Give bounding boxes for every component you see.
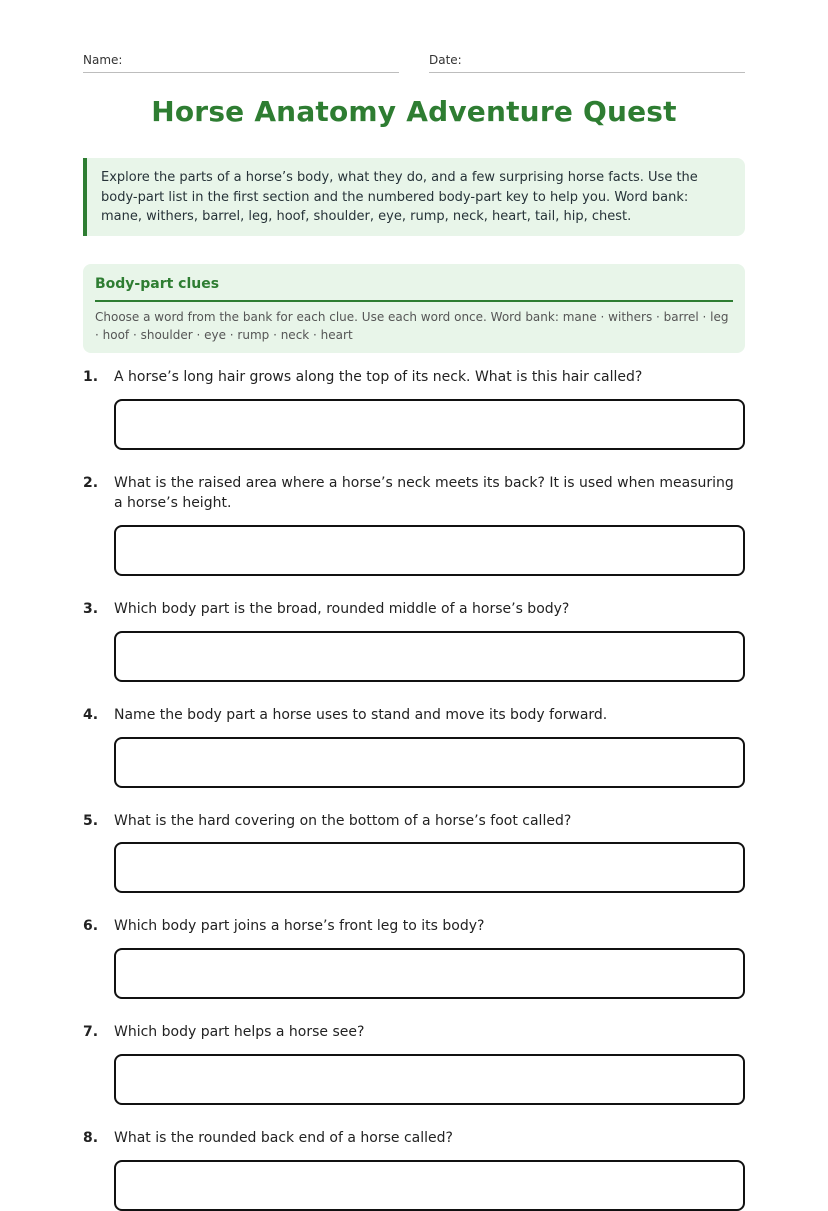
question-text: What is the rounded back end of a horse called? <box>114 1130 453 1146</box>
date-field[interactable] <box>429 52 745 73</box>
question-number: 7. <box>83 1024 99 1040</box>
answer-box-2[interactable] <box>114 525 745 576</box>
question-text: Name the body part a horse uses to stand and move its body forward. <box>114 707 608 723</box>
question-number: 2. <box>83 475 99 491</box>
section-description: Choose a word from the bank for each clue. Use each word once. Word bank: mane · withers · barrel · leg · hoof · shoulder · eye · rump · neck · heart <box>95 310 729 342</box>
intro-text: Explore the parts of a horse’s body, what they do, and a few surprising horse facts. Use the body-part list in the first section and the numbered body-part key to help you. Word bank: mane, withers, barrel, leg, hoof, shoulder, eye, rump, neck, heart, tail, hip, chest. <box>101 170 698 224</box>
answer-box-7[interactable] <box>114 1054 745 1105</box>
question-text: Which body part joins a horse’s front leg to its body? <box>114 918 485 934</box>
page-title: Horse Anatomy Adventure Quest <box>151 95 677 128</box>
question-number: 6. <box>83 918 99 934</box>
student-info-row <box>83 52 745 74</box>
answer-box-1[interactable] <box>114 399 745 450</box>
date-label: Date: <box>429 53 462 67</box>
name-label: Name: <box>83 53 123 67</box>
question-number: 4. <box>83 707 99 723</box>
name-field[interactable] <box>83 52 399 73</box>
answer-box-3[interactable] <box>114 631 745 682</box>
answer-box-5[interactable] <box>114 842 745 893</box>
question-number: 5. <box>83 813 99 829</box>
section-title: Body-part clues <box>95 274 733 302</box>
question-number: 8. <box>83 1130 99 1146</box>
question-number: 3. <box>83 601 99 617</box>
answer-box-8[interactable] <box>114 1160 745 1211</box>
intro-callout <box>83 158 745 236</box>
question-text: What is the hard covering on the bottom of a horse’s foot called? <box>114 813 572 829</box>
question-text: Which body part is the broad, rounded middle of a horse’s body? <box>114 601 570 617</box>
question-text: Which body part helps a horse see? <box>114 1024 365 1040</box>
answer-box-6[interactable] <box>114 948 745 999</box>
section-header-box <box>83 264 745 353</box>
question-text: A horse’s long hair grows along the top of its neck. What is this hair called? <box>114 369 643 385</box>
answer-box-4[interactable] <box>114 737 745 788</box>
question-number: 1. <box>83 369 99 385</box>
question-text: What is the raised area where a horse’s neck meets its back? It is used when measuring a horse’s height. <box>114 475 734 511</box>
